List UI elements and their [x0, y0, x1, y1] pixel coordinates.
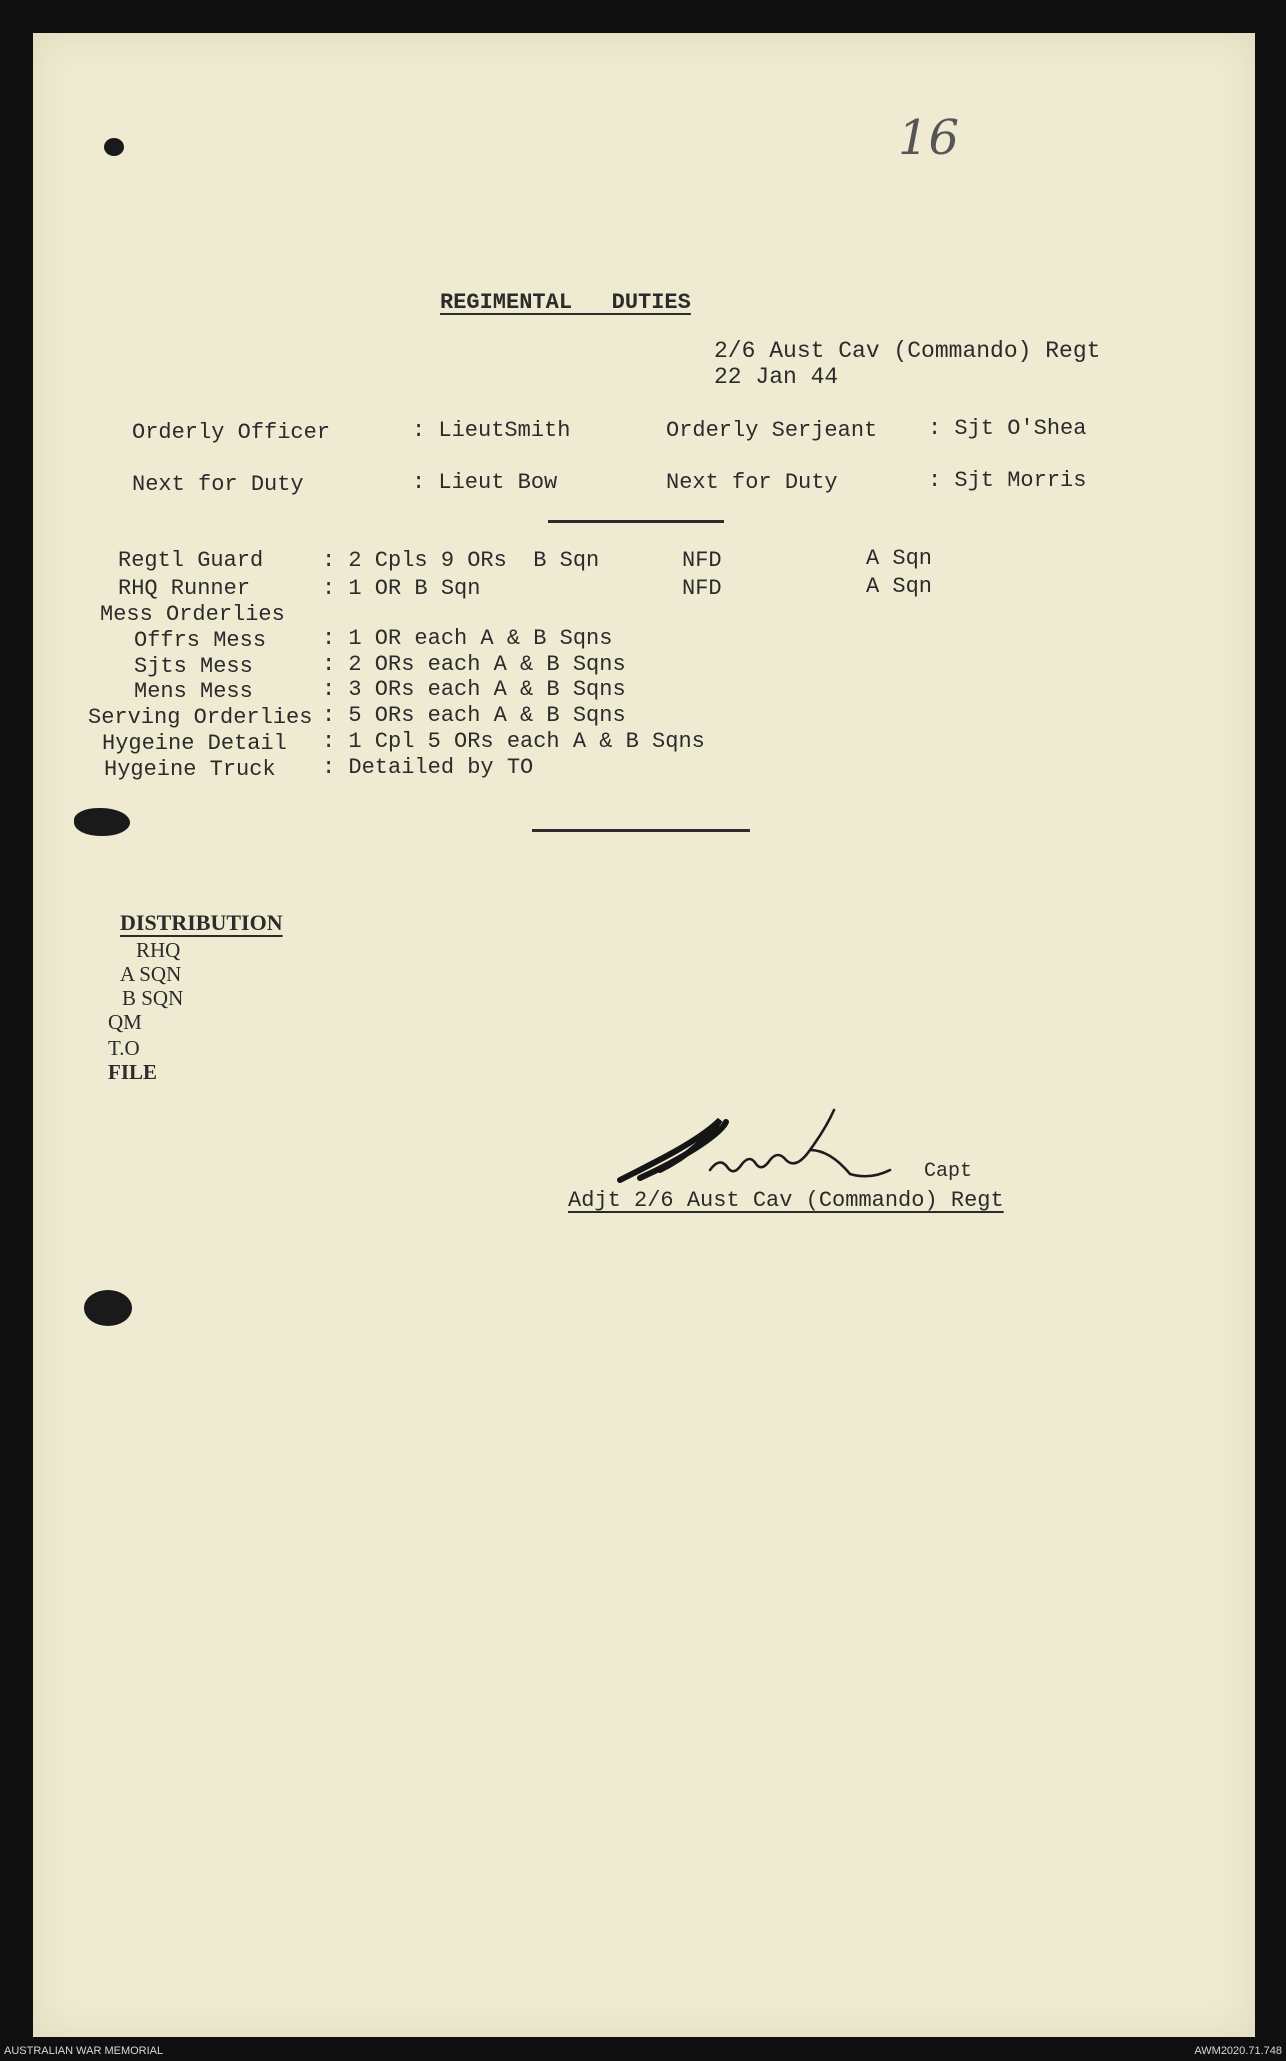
divider-top: [548, 520, 724, 523]
punch-hole-top: [104, 138, 124, 156]
document-date: 22 Jan 44: [714, 364, 839, 390]
duty-label: Hygeine Detail: [102, 731, 287, 756]
duty-label: Mens Mess: [134, 679, 253, 704]
orderly-serjeant-value: : Sjt O'Shea: [928, 416, 1087, 441]
duty-label: Regtl Guard: [118, 548, 264, 573]
duty-value: : 1 OR each A & B Sqns: [322, 626, 613, 651]
duty-next: A Sqn: [866, 574, 933, 599]
duty-value: : 5 ORs each A & B Sqns: [322, 703, 626, 728]
distribution-heading: DISTRIBUTION: [120, 910, 283, 935]
duty-value: : 2 ORs each A & B Sqns: [322, 652, 626, 677]
duty-value: : 1 OR B Sqn: [322, 576, 481, 601]
orderly-serjeant-label: Orderly Serjeant: [666, 418, 878, 443]
duty-value: : 3 ORs each A & B Sqns: [322, 677, 626, 702]
duty-value: : 2 Cpls 9 ORs B Sqn: [322, 548, 600, 573]
distribution-item: QM: [108, 1010, 142, 1034]
distribution-item: RHQ: [136, 938, 181, 962]
duty-label: Mess Orderlies: [100, 602, 285, 627]
punch-hole-bottom: [84, 1290, 132, 1326]
distribution-item: B SQN: [122, 986, 184, 1010]
orderly-officer-label: Orderly Officer: [132, 420, 331, 445]
orderly-officer-value: : LieutSmith: [412, 418, 571, 443]
divider-bottom: [532, 829, 750, 832]
distribution-item: A SQN: [120, 962, 182, 986]
duty-next: A Sqn: [866, 546, 933, 571]
distribution-item: T.O: [108, 1036, 140, 1060]
duty-value: : 1 Cpl 5 ORs each A & B Sqns: [322, 729, 705, 754]
duty-label: Sjts Mess: [134, 654, 253, 679]
signature-appointment: Adjt 2/6 Aust Cav (Commando) Regt: [568, 1188, 1004, 1213]
page-title: REGIMENTAL DUTIES: [440, 290, 691, 315]
next-officer-label: Next for Duty: [132, 472, 304, 497]
duty-label: Serving Orderlies: [88, 705, 313, 730]
duty-label: RHQ Runner: [118, 576, 251, 601]
duty-value: : Detailed by TO: [322, 755, 534, 780]
footer-accession: AWM2020.71.748: [1194, 2045, 1282, 2057]
next-serjeant-value: : Sjt Morris: [928, 468, 1087, 493]
signature-rank: Capt: [924, 1160, 973, 1183]
distribution-item: FILE: [108, 1060, 158, 1084]
page-number-mark: 16: [898, 110, 960, 166]
punch-hole-middle: [74, 808, 130, 836]
handwritten-signature: [600, 1100, 960, 1200]
duty-label: Offrs Mess: [134, 628, 267, 653]
duty-nfd: NFD: [682, 576, 722, 601]
duty-nfd: NFD: [682, 548, 722, 573]
document-page: [33, 33, 1255, 2037]
unit-name: 2/6 Aust Cav (Commando) Regt: [714, 338, 1101, 364]
next-officer-value: : Lieut Bow: [412, 470, 558, 495]
next-serjeant-label: Next for Duty: [666, 470, 838, 495]
footer-source: AUSTRALIAN WAR MEMORIAL: [4, 2045, 164, 2057]
duty-label: Hygeine Truck: [104, 757, 276, 782]
